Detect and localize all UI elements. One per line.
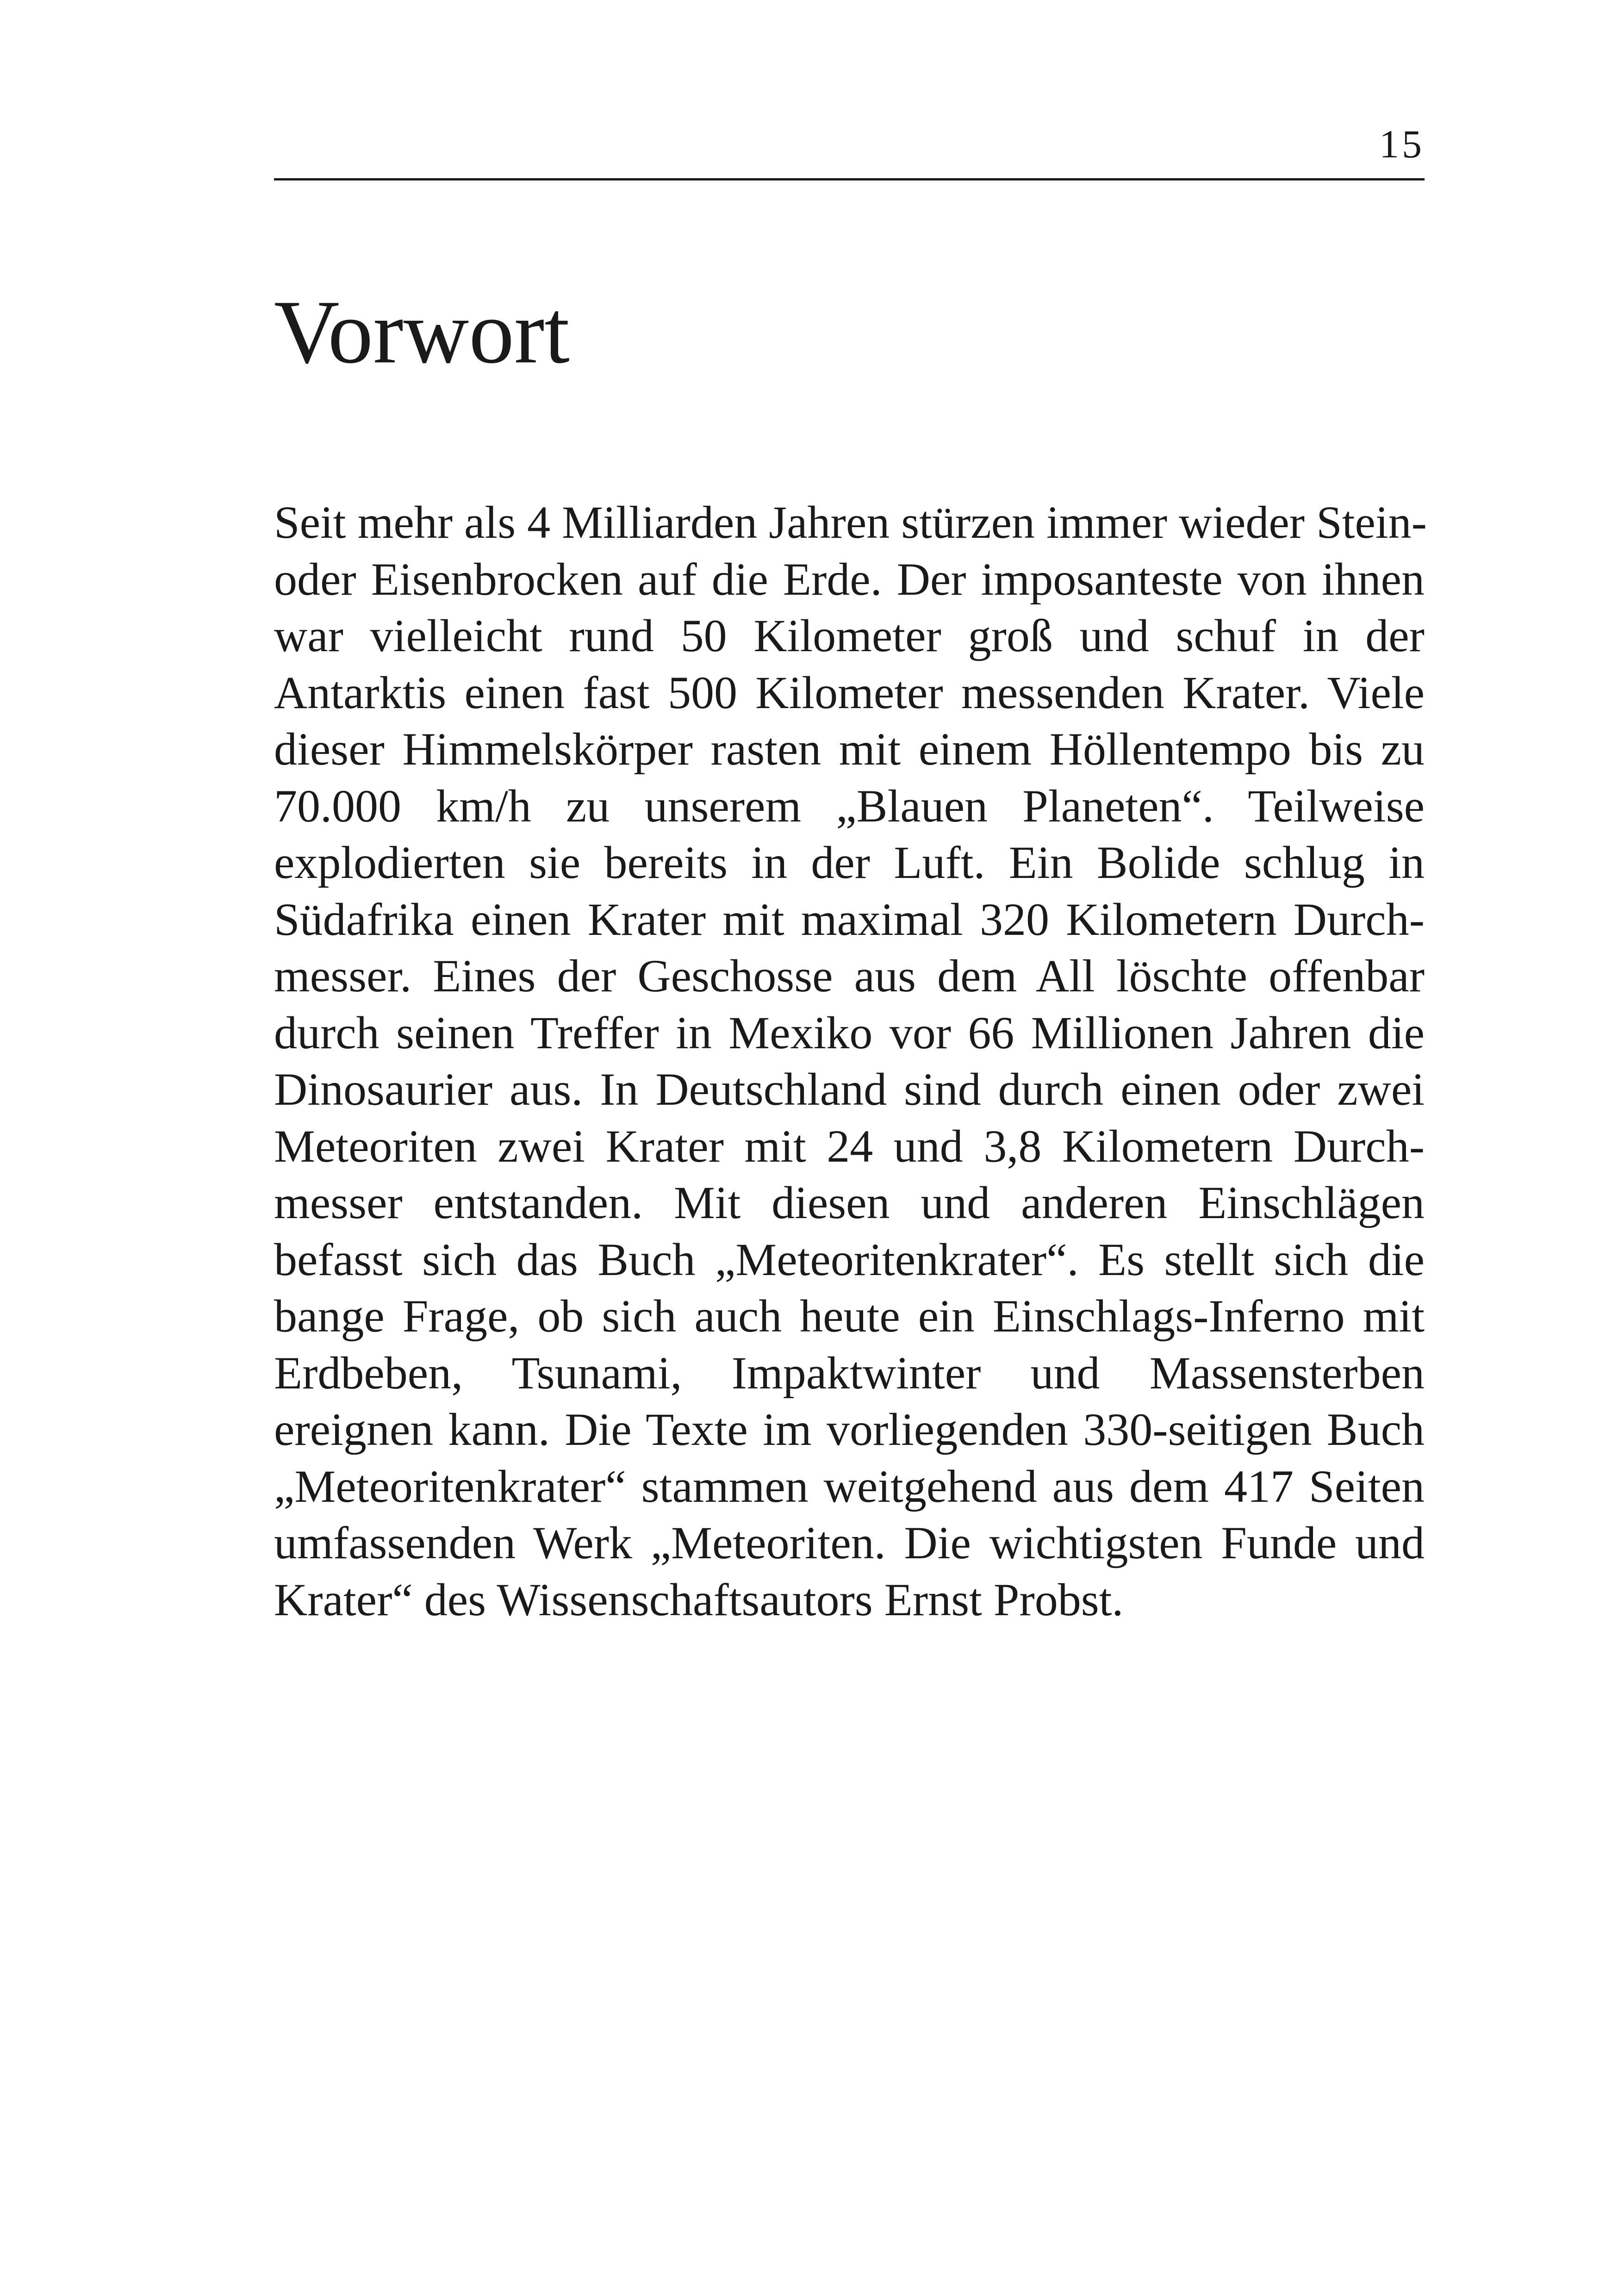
text-line: messer. Eines der Geschosse aus dem All löschte offenbar — [274, 950, 1425, 1002]
text-line: dieser Himmelskörper rasten mit einem Höllentempo bis zu — [274, 723, 1425, 775]
text-line: befasst sich das Buch „Meteoritenkrater“. Es stellt sich die — [274, 1233, 1425, 1285]
text-line: „Meteoritenkrater“ stammen weitgehend aus dem 417 Seiten — [274, 1460, 1425, 1512]
text-line: Seit mehr als 4 Milliarden Jahren stürzen immer wieder Stein- — [274, 497, 1427, 548]
page-number: 15 — [1379, 122, 1425, 166]
text-line: umfassenden Werk „Meteoriten. Die wichtigsten Funde und — [274, 1517, 1425, 1568]
chapter-title: Vorwort — [274, 282, 570, 382]
text-line: Erdbeben, Tsunami, Impaktwinter und Massensterben — [274, 1347, 1425, 1399]
text-line: Dinosaurier aus. In Deutschland sind durch einen oder zwei — [274, 1064, 1425, 1115]
text-line: Krater“ des Wissenschaftsautors Ernst Probst. — [274, 1574, 1124, 1625]
text-line: messer entstanden. Mit diesen und anderen Einschlägen — [274, 1177, 1425, 1228]
text-line: durch seinen Treffer in Mexiko vor 66 Millionen Jahren die — [274, 1007, 1425, 1058]
text-line: oder Eisenbrocken auf die Erde. Der imposanteste von ihnen — [274, 553, 1425, 605]
text-line: ereignen kann. Die Texte im vorliegenden 330-seitigen Buch — [274, 1404, 1425, 1455]
text-line: Südafrika einen Krater mit maximal 320 Kilometern Durch- — [274, 893, 1425, 945]
text-line: bange Frage, ob sich auch heute ein Einschlags-Inferno mit — [274, 1290, 1425, 1342]
text-line: 70.000 km/h zu unserem „Blauen Planeten“. Teilweise — [274, 780, 1425, 832]
text-line: Antarktis einen fast 500 Kilometer messenden Krater. Viele — [274, 666, 1425, 718]
body-paragraph — [274, 494, 1425, 1628]
text-line: explodierten sie bereits in der Luft. Ein Bolide schlug in — [274, 837, 1425, 888]
text-line: Meteoriten zwei Krater mit 24 und 3,8 Kilometern Durch- — [274, 1120, 1425, 1172]
text-line: war vielleicht rund 50 Kilometer groß und schuf in der — [274, 610, 1425, 661]
header-rule — [274, 178, 1425, 180]
